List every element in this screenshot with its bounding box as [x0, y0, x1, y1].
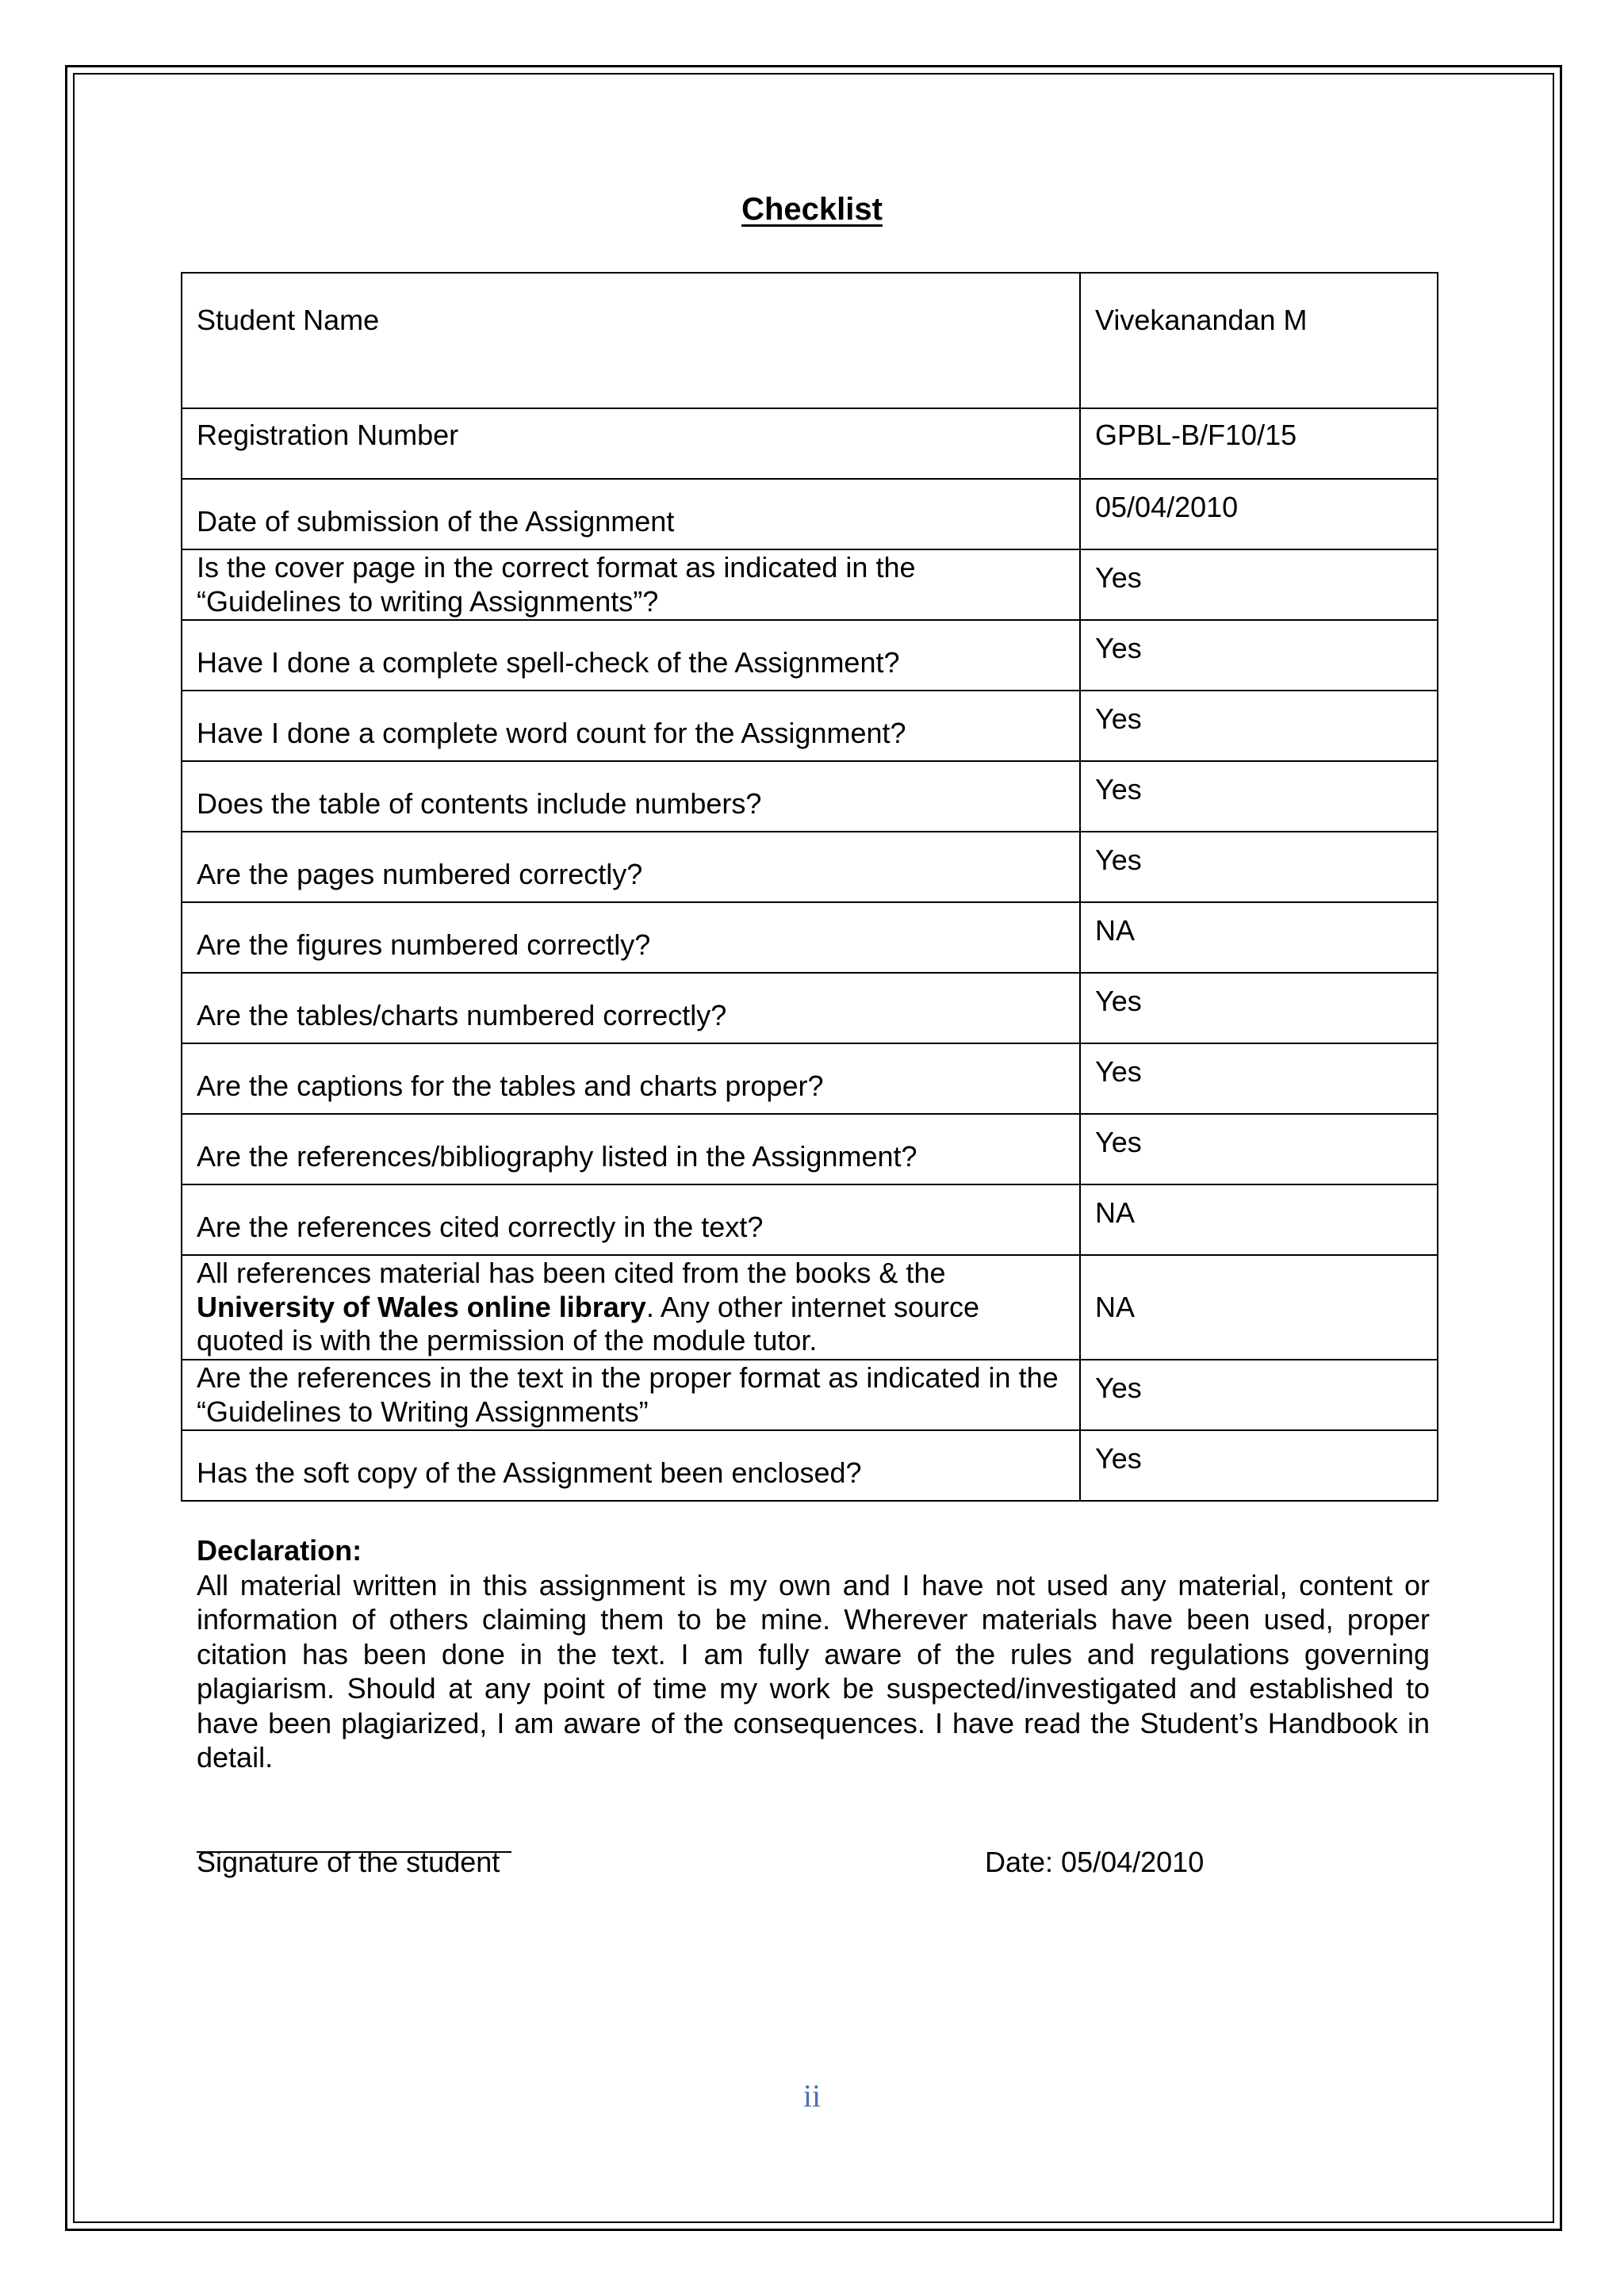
row-question: Registration Number [182, 408, 1080, 479]
row-answer: Yes [1080, 832, 1438, 902]
table-row [182, 691, 1438, 761]
row-answer: 05/04/2010 [1080, 479, 1438, 549]
table-row [182, 549, 1438, 620]
row-question: Are the pages numbered correctly? [182, 832, 1080, 902]
declaration-body: All material written in this assignment is my own and I have not used any material, content or information of others claiming them to be mine. Wherever materials have been used, proper citation has been done in the text. I am fully aware of the rules and regulations governing plagiarism. Should at any point of time my work be suspected/investigated and established to have been plagiarized, I am aware of the consequences. I have read the Student’s Handbook in detail. [197, 1568, 1430, 1774]
row-answer: Yes [1080, 1043, 1438, 1114]
row-answer: Yes [1080, 620, 1438, 691]
row-question: Are the tables/charts numbered correctly? [182, 973, 1080, 1043]
row-answer: Vivekanandan M [1080, 273, 1438, 408]
row-answer: GPBL-B/F10/15 [1080, 408, 1438, 479]
row-answer: Yes [1080, 1360, 1438, 1430]
row-answer: NA [1080, 902, 1438, 973]
row-question: Are the captions for the tables and charts proper? [182, 1043, 1080, 1114]
row-question: Are the references cited correctly in the text? [182, 1184, 1080, 1255]
declaration-section [197, 1533, 1430, 1775]
row-answer: Yes [1080, 973, 1438, 1043]
question-text: . Any other internet source quoted is with the permission of the module tutor. [197, 1290, 980, 1357]
declaration-heading: Declaration: [197, 1534, 362, 1567]
table-row [182, 479, 1438, 549]
table-row [182, 1430, 1438, 1501]
table-row [182, 408, 1438, 479]
row-answer: Yes [1080, 691, 1438, 761]
checklist-table [181, 272, 1438, 1502]
row-question: Is the cover page in the correct format as indicated in the “Guidelines to writing Assignments”? [182, 549, 1080, 620]
row-answer: Yes [1080, 761, 1438, 832]
row-question: Does the table of contents include numbers? [182, 761, 1080, 832]
page-title [0, 192, 1624, 228]
row-question [182, 1255, 1080, 1360]
row-answer: Yes [1080, 1114, 1438, 1184]
table-row [182, 1043, 1438, 1114]
page-number: ii [802, 2078, 822, 2114]
table-row [182, 973, 1438, 1043]
row-answer: Yes [1080, 1430, 1438, 1501]
row-question: Are the figures numbered correctly? [182, 902, 1080, 973]
row-question: Have I done a complete word count for the Assignment? [182, 691, 1080, 761]
row-question: Student Name [182, 273, 1080, 408]
table-row [182, 273, 1438, 408]
table-row [182, 1184, 1438, 1255]
row-answer: NA [1080, 1255, 1438, 1360]
row-answer: NA [1080, 1184, 1438, 1255]
row-answer: Yes [1080, 549, 1438, 620]
table-row [182, 902, 1438, 973]
table-row [182, 832, 1438, 902]
row-question: Are the references in the text in the proper format as indicated in the “Guidelines to Writing Assignments” [182, 1360, 1080, 1430]
library-name: University of Wales online library [197, 1290, 646, 1323]
table-row [182, 1255, 1438, 1360]
row-question: Are the references/bibliography listed in the Assignment? [182, 1114, 1080, 1184]
row-question: Date of submission of the Assignment [182, 479, 1080, 549]
question-text: All references material has been cited from the books & the [197, 1257, 946, 1290]
row-question: Have I done a complete spell-check of the Assignment? [182, 620, 1080, 691]
table-row [182, 1360, 1438, 1430]
title-text: Checklist [741, 192, 883, 227]
table-row [182, 761, 1438, 832]
row-question: Has the soft copy of the Assignment been enclosed? [182, 1430, 1080, 1501]
signature-label: Signature of the student [197, 1846, 500, 1878]
table-row [182, 1114, 1438, 1184]
table-row [182, 620, 1438, 691]
signature-date: Date: 05/04/2010 [985, 1846, 1205, 1878]
